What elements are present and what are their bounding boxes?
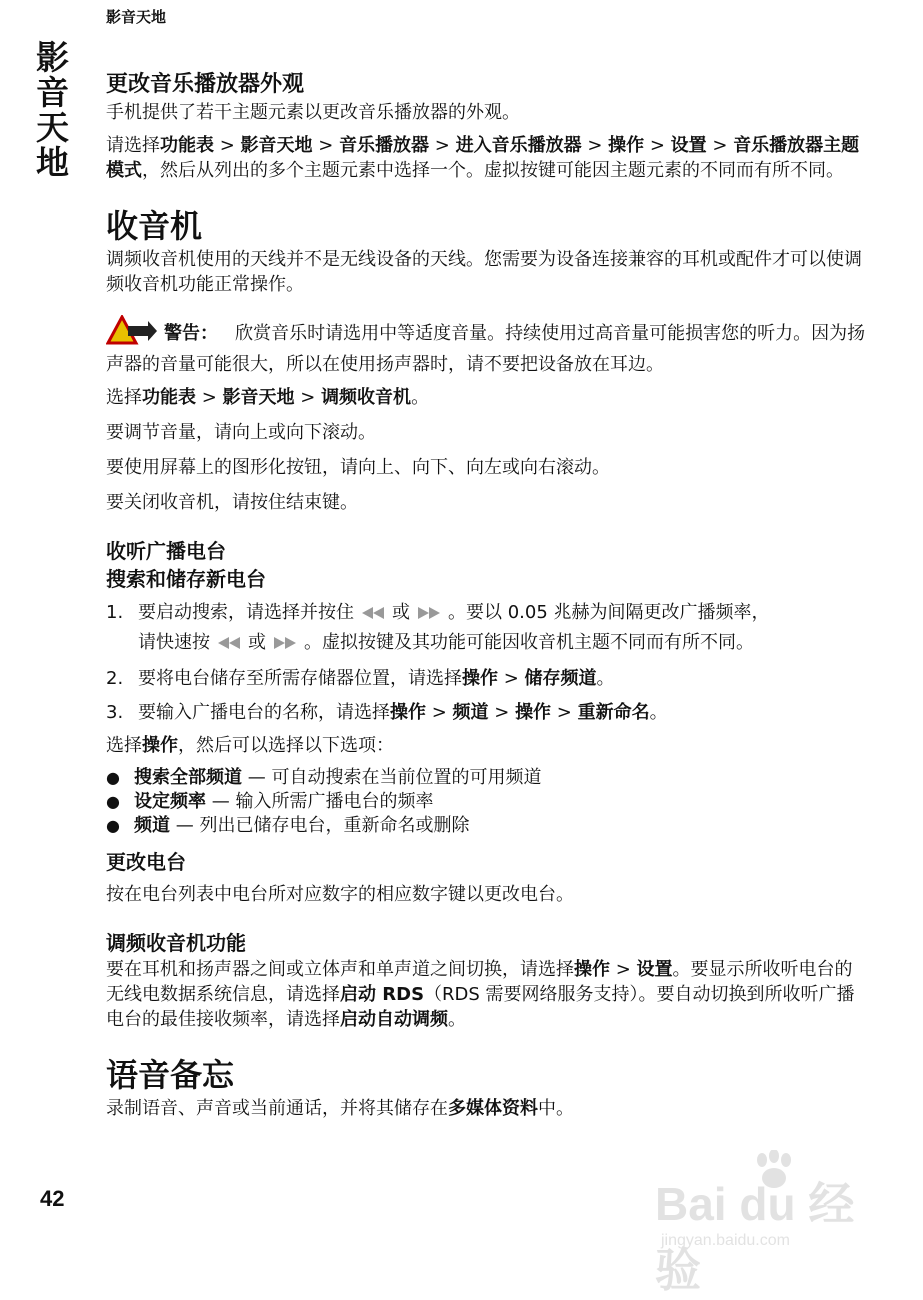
menu-path-paragraph: 请选择功能表 > 影音天地 > 音乐播放器 > 进入音乐播放器 > 操作 > 设置 > 音乐播放器主题模式，然后从列出的多个主题元素中选择一个。虚拟按键可能因主题元素的不同而有所不同。	[106, 135, 860, 181]
list-item: 3. 要输入广播电台的名称，请选择操作 > 频道 > 操作 > 重新命名。	[106, 702, 668, 723]
running-header: 影音天地	[106, 8, 167, 26]
list-item: ● 频道 — 列出已储存电台，重新命名或删除	[106, 815, 470, 836]
watermark-url: jingyan.baidu.com	[661, 1232, 790, 1249]
subsection-title-search-save: 搜索和储存新电台	[106, 567, 266, 591]
warning-icon	[106, 315, 158, 352]
paragraph: 手机提供了若干主题元素以更改音乐播放器的外观。	[106, 102, 520, 123]
page-number: 42	[40, 1186, 65, 1211]
warning-paragraph: 警告： 欣赏音乐时请选用中等适度音量。持续使用过高音量可能损害您的听力。因为扬声器的音量可能很大，所以在使用扬声器时，请不要把设备放在耳边。	[106, 315, 866, 377]
list-item: ● 搜索全部频道 — 可自动搜索在当前位置的可用频道	[106, 767, 542, 788]
watermark	[655, 1150, 860, 1296]
paragraph: 要调节音量，请向上或向下滚动。	[106, 422, 376, 443]
list-item: 1. 要启动搜索，请选择并按住 或 。要以 0.05 兆赫为间隔更改广播频率， 请快速按 或 。虚拟按键及其功能可能因收音机主题不同而有所不同。	[106, 599, 866, 659]
section-title-voice-memo: 语音备忘	[106, 1056, 235, 1094]
paragraph: 要使用屏幕上的图形化按钮，请向上、向下、向左或向右滚动。	[106, 457, 610, 478]
section-title-fm-functions: 调频收音机功能	[106, 931, 246, 955]
rewind-icon	[360, 601, 386, 629]
page-content	[106, 70, 866, 1121]
section-title-listen-radio: 收听广播电台	[106, 539, 226, 563]
paragraph: 录制语音、声音或当前通话，并将其储存在多媒体资料中。	[106, 1098, 574, 1119]
warning-label: 警告：	[164, 323, 218, 344]
paragraph: 按在电台列表中电台所对应数字的相应数字键以更改电台。	[106, 884, 574, 905]
subsection-title-change-station: 更改电台	[106, 850, 186, 874]
rewind-icon	[216, 631, 242, 659]
fast-forward-icon	[272, 631, 298, 659]
paragraph: 调频收音机使用的天线并不是无线设备的天线。您需要为设备连接兼容的耳机或配件才可以使调频收音机功能正常操作。	[106, 249, 862, 295]
list-item: 2. 要将电台储存至所需存储器位置，请选择操作 > 储存频道。	[106, 668, 615, 689]
section-title-music-player-skin: 更改音乐播放器外观	[106, 72, 305, 97]
watermark-logo-text: Bai du 经验	[655, 1178, 855, 1296]
list-item: ● 设定频率 — 输入所需广播电台的频率	[106, 791, 434, 812]
paragraph: 要关闭收音机，请按住结束键。	[106, 492, 358, 513]
section-title-radio: 收音机	[106, 207, 203, 245]
menu-path-paragraph: 选择功能表 > 影音天地 > 调频收音机。	[106, 387, 430, 408]
paragraph: 选择操作，然后可以选择以下选项：	[106, 735, 394, 756]
fast-forward-icon	[416, 601, 442, 629]
side-tab-label: 影音天地	[31, 40, 70, 180]
paragraph: 要在耳机和扬声器之间或立体声和单声道之间切换，请选择操作 > 设置。要显示所收听电台的无线电数据系统信息，请选择启动 RDS（RDS 需要网络服务支持）。要自动切换到所收听广播电台的最佳接收频率，请选择启动自动调频。	[106, 959, 855, 1030]
